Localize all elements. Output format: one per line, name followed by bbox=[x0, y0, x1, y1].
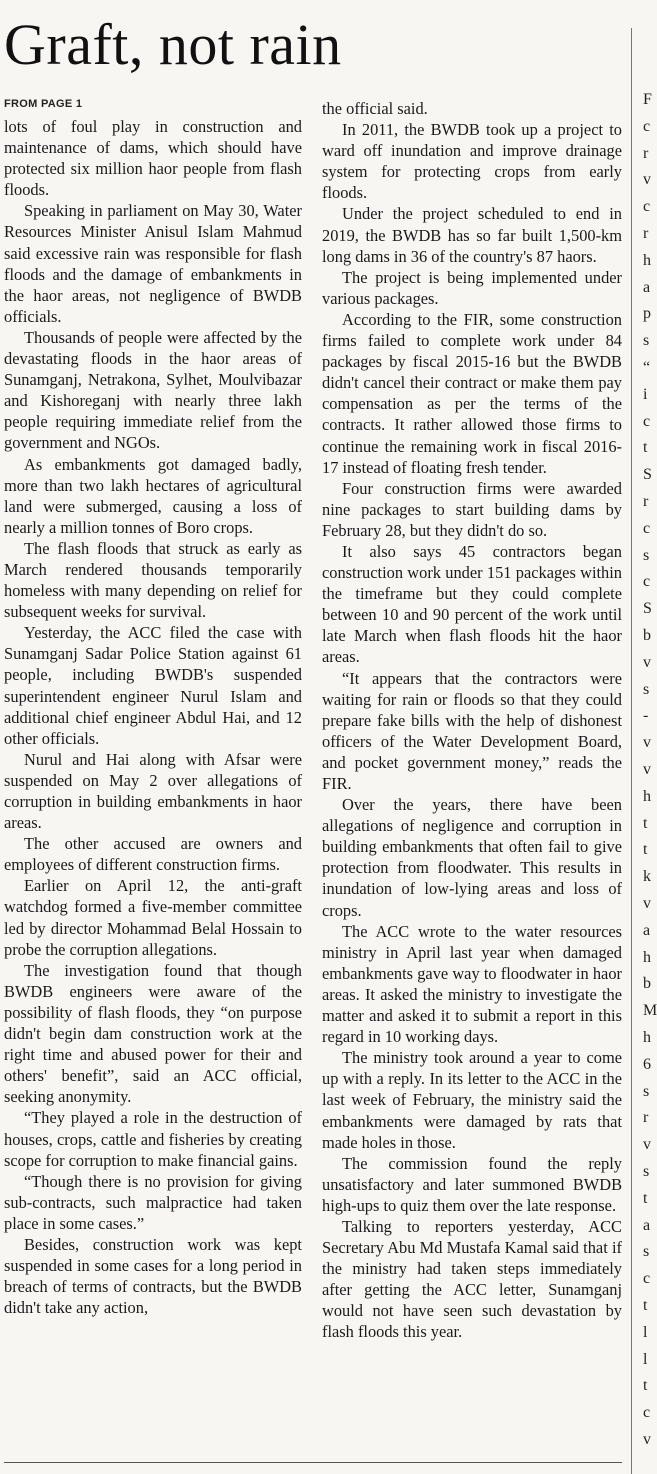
adjacent-column-fragment: v bbox=[643, 653, 651, 671]
article-paragraph: Over the years, there have been allegations of negligence and corruption in building embankments that often fail to give protection from floodwater. This results in inundation of low-lying areas and loss of crops. bbox=[322, 795, 622, 920]
adjacent-column-fragment: c bbox=[643, 573, 651, 591]
adjacent-column-fragment: h bbox=[643, 787, 651, 805]
adjacent-column-fragment: a bbox=[643, 278, 651, 296]
adjacent-column-fragment: h bbox=[643, 1029, 651, 1046]
article-paragraph: “It appears that the contractors were waiting for rain or floods so that they could prepare fake bills with the help of dishonest officers of the Water Development Board, and pocket government money,” reads the FIR. bbox=[322, 668, 622, 793]
adjacent-column-fragment: a bbox=[643, 921, 651, 939]
adjacent-column-fragment: v bbox=[643, 171, 651, 189]
adjacent-column-fragment: c bbox=[643, 198, 651, 216]
article-paragraph: Nurul and Hai along with Afsar were suspended on May 2 over allegations of corruption in building embankments in haor areas. bbox=[4, 749, 302, 833]
adjacent-column-fragment: c bbox=[643, 412, 651, 430]
adjacent-column-fragment: t bbox=[643, 1297, 648, 1314]
article-paragraph: The flash floods that struck as early as March rendered thousands temporarily homeless with many depending on relief for subsequent weeks for survival. bbox=[4, 538, 302, 622]
article-paragraph: The investigation found that though BWDB engineers were aware of the possibility of flash floods, they “on purpose didn't begin dam construction work at the right time and abused power for their and others' benefit”, said an ACC official, seeking anonymity. bbox=[4, 960, 302, 1107]
adjacent-column-fragment: h bbox=[643, 251, 651, 269]
adjacent-column-fragment: s bbox=[643, 1082, 650, 1100]
adjacent-column-fragment: b bbox=[643, 627, 651, 644]
article-paragraph: Yesterday, the ACC filed the case with Sunamganj Sadar Police Station against 61 people, including BWDB's suspended superintendent engineer Nurul Islam and additional chief engineer Abdul Hai, and 12 other officials. bbox=[4, 623, 302, 748]
adjacent-column-fragment: r bbox=[643, 493, 649, 510]
article-paragraph: The other accused are owners and employees of different construction firms. bbox=[4, 834, 302, 875]
article-paragraph: The ministry took around a year to come up with a reply. In its letter to the ACC in the last week of February, the ministry said the embankments were damaged by rats that made holes in those. bbox=[322, 1048, 622, 1152]
article-paragraph: It also says 45 contractors began construction work under 151 packages within the timeframe but they could complete between 10 and 90 percent of the work until late March when flash floods hit the haor areas. bbox=[322, 541, 622, 667]
article-paragraph: According to the FIR, some construction firms failed to complete work under 84 packages by fiscal 2015-16 but the BWDB didn't cancel their contract or make them pay compensation as per the terms of the contracts. It rather allowed those firms to continue the remaining work in fiscal 2016-17 instead of floating fresh tender. bbox=[322, 309, 622, 477]
article-paragraph: The project is being implemented under various packages. bbox=[322, 267, 622, 308]
adjacent-column-fragment: l bbox=[643, 1350, 648, 1368]
headline: Graft, not rain bbox=[4, 12, 342, 77]
adjacent-column-fragment: c bbox=[643, 117, 651, 135]
adjacent-column-fragment: t bbox=[643, 439, 648, 457]
adjacent-column-fragment: a bbox=[643, 1216, 651, 1234]
adjacent-column-fragment: r bbox=[643, 144, 649, 162]
adjacent-column-fragment: l bbox=[643, 1323, 648, 1341]
article-paragraph: As embankments got damaged badly, more than two lakh hectares of agricultural land were submerged, causing a loss of nearly a million tonnes of Boro crops. bbox=[4, 454, 302, 537]
adjacent-column-fragment: 6 bbox=[643, 1055, 651, 1073]
article-paragraph: In 2011, the BWDB took up a project to ward off inundation and improve drainage system for protecting crops from early floods. bbox=[322, 120, 622, 203]
article-paragraph: the official said. bbox=[322, 99, 428, 118]
adjacent-column-fragment: - bbox=[643, 707, 649, 725]
adjacent-column-fragment: v bbox=[643, 1431, 651, 1448]
article-paragraph: Talking to reporters yesterday, ACC Secretary Abu Md Mustafa Kamal said that if the ministry had taken steps immediately after getting the ACC letter, Sunamganj would not have seen such devastation by flash floods this year. bbox=[322, 1216, 622, 1342]
article-paragraph: “They played a role in the destruction of houses, crops, cattle and fisheries by creating scope for corruption to make financial gains. bbox=[4, 1108, 302, 1170]
adjacent-column-fragment: t bbox=[643, 1189, 648, 1207]
adjacent-column-fragment: c bbox=[643, 519, 651, 537]
adjacent-column-fragment: r bbox=[643, 1109, 649, 1127]
article-paragraph: lots of foul play in construction and maintenance of dams, which should have protected six million haor people from flash floods. bbox=[4, 117, 302, 200]
bottom-rule bbox=[4, 1462, 622, 1463]
adjacent-article-edge bbox=[642, 80, 657, 1470]
article-paragraph: “Though there is no provision for giving sub-contracts, such malpractice had taken place in some cases.” bbox=[4, 1171, 302, 1233]
article-paragraph: Besides, construction work was kept suspended in some cases for a long period in breach of terms of contracts, but the BWDB didn't take any action, bbox=[4, 1234, 302, 1318]
adjacent-column-fragment: S bbox=[643, 600, 652, 618]
article-paragraph: The commission found the reply unsatisfactory and later summoned BWDB high-ups to quiz them over the late response. bbox=[322, 1153, 622, 1215]
adjacent-column-fragment: p bbox=[643, 305, 651, 323]
adjacent-column-fragment: v bbox=[643, 761, 651, 778]
adjacent-column-fragment: F bbox=[643, 91, 652, 108]
adjacent-column-fragment: c bbox=[643, 1404, 651, 1422]
adjacent-column-fragment: b bbox=[643, 975, 651, 993]
article-paragraph: The ACC wrote to the water resources ministry in April last year when damaged embankments gave way to floodwater in haor areas. It asked the ministry to investigate the matter and asked it to submit a report in this regard in 10 working days. bbox=[322, 921, 622, 1047]
adjacent-column-fragment: “ bbox=[643, 359, 651, 376]
adjacent-column-fragment: k bbox=[643, 868, 651, 886]
article-paragraph: Four construction firms were awarded nine packages to start building dams by February 28, but they didn't do so. bbox=[322, 478, 622, 540]
adjacent-column-fragment: M bbox=[643, 1002, 657, 1020]
adjacent-column-fragment: v bbox=[643, 1136, 651, 1154]
adjacent-column-fragment: r bbox=[643, 225, 649, 242]
article-paragraph: Earlier on April 12, the anti-graft watchdog formed a five-member committee led by director Mohammad Belal Hossain to probe the corruption allegations. bbox=[4, 876, 302, 959]
adjacent-column-fragment: i bbox=[643, 385, 648, 403]
dateline: FROM PAGE 1 bbox=[4, 98, 83, 110]
article-paragraph: Under the project scheduled to end in 2019, the BWDB has so far built 1,500-km long dams in 36 of the country's 87 haors. bbox=[322, 204, 622, 266]
article-column-2 bbox=[322, 98, 622, 1462]
column-divider bbox=[631, 28, 632, 1474]
adjacent-column-fragment: s bbox=[643, 546, 650, 564]
adjacent-column-fragment: t bbox=[643, 1377, 648, 1395]
adjacent-column-fragment: c bbox=[643, 1270, 651, 1288]
article-column-1 bbox=[4, 116, 302, 1462]
adjacent-column-fragment: s bbox=[643, 1243, 650, 1261]
adjacent-column-fragment: s bbox=[643, 1163, 650, 1180]
adjacent-column-fragment: s bbox=[643, 680, 650, 698]
article-paragraph: Thousands of people were affected by the devastating floods in the haor areas of Sunamganj, Netrakona, Sylhet, Moulvibazar and Kishoreganj with nearly three lakh people requiring immediate relief from the government and NGOs. bbox=[4, 327, 302, 453]
adjacent-column-fragment: v bbox=[643, 895, 651, 912]
adjacent-column-fragment: h bbox=[643, 948, 651, 966]
adjacent-column-fragment: v bbox=[643, 734, 651, 752]
article-paragraph: Speaking in parliament on May 30, Water Resources Minister Anisul Islam Mahmud said excessive rain was responsible for flash floods and the damage of embankments in the haor areas, not negligence of BWDB officials. bbox=[4, 201, 302, 326]
adjacent-column-fragment: t bbox=[643, 814, 648, 832]
adjacent-column-fragment: s bbox=[643, 332, 650, 350]
adjacent-column-fragment: S bbox=[643, 466, 652, 484]
adjacent-column-fragment: t bbox=[643, 841, 648, 859]
